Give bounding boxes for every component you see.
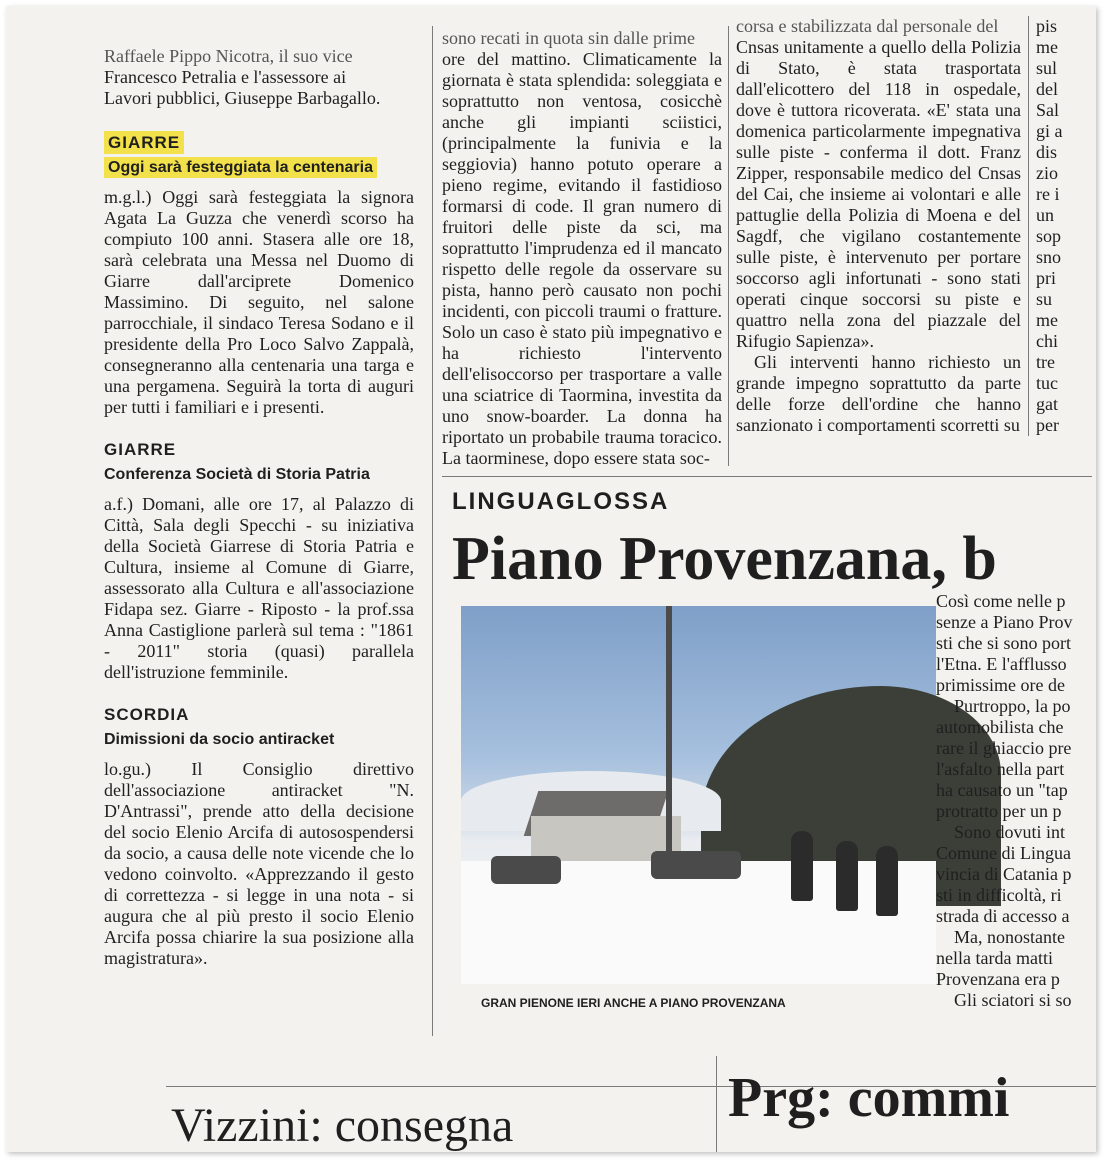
article-body: a.f.) Domani, alle ore 17, al Palazzo di Città, Sala degli Specchi - su iniziativa della Società Giarrese di Storia Patria e Cultura, insieme al Comune di Giarre, assessorato alla Cultura e all'associazione Fidapa sez. Giarre - Riposto - la prof.ssa Anna Castiglione parlerà sul tema : "1861 - 2011" storia (quasi) parallela dell'istruzione femminile. [104,494,414,682]
article-title: Oggi sarà festeggiata la centenaria [104,157,377,178]
main-kicker: LINGUAGLOSSA [452,488,670,515]
side-line: Ma, nonostante [954,927,1065,947]
side-line: nella tarda matti [936,948,1053,968]
main-side-column [936,591,1096,1010]
photo-person [876,846,898,916]
photo-person [836,841,858,911]
side-line: rare il ghiaccio pre [936,738,1072,758]
side-line: Gli sciatori si so [954,990,1072,1010]
cut-line: per [1036,415,1059,435]
article-centenaria [104,133,414,418]
main-headline: Piano Provenzanа, b [452,525,997,593]
carryover-line: Francesco Petralia e l'assessore ai [104,67,347,87]
cut-line: chi [1036,331,1058,351]
carryover-text [104,46,414,109]
article-title: Conferenza Società di Storia Patria [104,466,370,483]
side-line: Purtroppo, la po [954,696,1071,716]
cut-line: gi a [1036,121,1063,141]
side-line: protratto per un p [936,801,1062,821]
photo-car [651,851,741,879]
article-kicker: GIARRE [104,131,184,154]
side-line: primissime ore de [936,675,1065,695]
photo-car [491,856,561,884]
article-conferenza [104,440,414,683]
carryover-line: Lavori pubblici, Giuseppe Barbagallo. [104,88,381,108]
cut-line: re i [1036,184,1060,204]
side-line: automobilista che [936,717,1064,737]
cut-line: su [1036,289,1053,309]
side-line: vincia di Catania p [936,864,1072,884]
side-line: Sono dovuti int [954,822,1066,842]
cut-line: tre [1036,352,1055,372]
cut-line: me [1036,37,1058,57]
cut-line: del [1036,79,1058,99]
bottom-column-divider [716,1056,717,1152]
column-divider [1028,16,1029,436]
cut-line: tuc [1036,373,1058,393]
photo-caption: GRAN PIENONE IERI ANCHE A PIANO PROVENZANA [481,996,786,1010]
article-kicker: GIARRE [104,440,177,459]
article-body: Cnsas unitamente a quello della Polizia di Stato, è stata trasportata dall'elicottero del 118 in ospedale, dove è tuttora ricoverata. «E' stata una domenica particolarmente impegnativa sulle piste - conferma il dott. Franz Zipper, responsabile medico del Cnsas del Cai, che insieme ai volontari e alle pattuglie della Polizia di Moena e del Sagdf, che vigilano costantemente sulle piste, è intervenuto per portare soccorso agli infortunati - sono stati operati cinque soccorsi su piste e quattro nella zona del piazzale del Rifugio Sapienza». [736,37,1021,351]
side-line: strada di accesso a [936,906,1070,926]
news-photo [461,606,936,984]
side-line: sti in difficoltà, ri [936,885,1062,905]
article-kicker: SCORDIA [104,705,190,724]
side-line: Comune di Lingua [936,843,1071,863]
article-body: lo.gu.) Il Consiglio direttivo dell'associazione antiracket "N. D'Antrassi", prende atto della decisione del socio Elenio Arcifa di autosospendersi da socio, a causa delle note vicende che lo vedono coinvolto. «Apprezzando il gesto di correttezza - si legge in una nota - si augura che al più presto il socio Elenio Arcifa possa chiarire la sua posizione alla magistratura». [104,759,414,968]
cut-line: sno [1036,247,1062,267]
side-line: l'Etna. E l'afflusso [936,654,1067,674]
side-line: Provenzana era p [936,969,1060,989]
photo-person [791,831,813,901]
side-line: Così come nelle p [936,591,1066,611]
newspaper-page [6,6,1096,1152]
cut-line: me [1036,310,1058,330]
side-line: ha causato un "tap [936,780,1068,800]
article-title: Dimissioni da socio antiracket [104,731,335,748]
column-divider [728,26,729,466]
cut-line: gat [1036,394,1058,414]
cut-column [1036,16,1076,436]
side-lines [936,591,1096,1011]
carryover-line: corsa e stabilizzata dal personale del [736,16,999,36]
bottom-headline-right: Prg: commi [728,1067,1010,1129]
side-line: l'asfalto nella part [936,759,1065,779]
column-divider [432,26,433,1036]
bottom-headline-left: Vizzini: consegna [171,1099,514,1152]
article-body: Gli interventi hanno richiesto un grande impegno soprattutto da parte delle forze dell'ordine che hanno sanzionato i comportamenti scorretti su [736,352,1021,435]
cut-column-lines [1036,16,1076,436]
cut-line: pis [1036,16,1058,36]
article-body: ore del mattino. Climaticamente la giornata è stata splendida: soleggiata e soprattutto non ventosa, cosicchè anche gli impianti sciistici, (principalmente la funivia e la seggiovia) hanno potuto operare a pieno regime, evitando il fastidioso formarsi di code. Il gran numero di fruitori delle piste da sci, ma soprattutto l'imprudenza ed il mancato rispetto delle regole da osservare su pista, hanno però causato non pochi incidenti, con piccoli traumi o fratture. Solo un caso è stato più impegnativo e ha richiesto l'intervento dell'elisoccorso per trasportare a valle una sciatrice di Taormina, investita da uno snow-boarder. La donna ha riportato un probabile trauma toracico. La taorminese, dopo essere stata soc- [442,49,722,468]
section-divider [442,476,1092,477]
side-line: sti che si sono port [936,633,1071,653]
carryover-line: Raffaele Pippo Nicotra, il suo vice [104,46,353,66]
article-antiracket [104,705,414,969]
cut-line: pri [1036,268,1056,288]
article-body: m.g.l.) Oggi sarà festeggiata la signora Agata La Guzza che venerdì scorso ha compiuto 100 anni. Stasera alle ore 18, sarà celebrata una Messa nel Duomo di Giarre dall'arciprete Domenico Massimino. Di seguito, nel salone parrocchiale, il sindaco Teresa Sodano e il presidente della Pro Loco Salvo Zappalà, consegneranno alla centenaria una targa e una pergamena. Seguirà la torta di auguri per tutti i familiari e i presenti. [104,187,414,417]
cut-line: sop [1036,226,1062,246]
cut-line: un [1036,205,1054,225]
cut-line: sul [1036,58,1058,78]
cut-line: zio [1036,163,1058,183]
side-line: senze a Piano Prov [936,612,1073,632]
cut-line: dis [1036,142,1058,162]
right-column [736,16,1021,436]
cut-line: Sal [1036,100,1060,120]
carryover-line: sono recati in quota sin dalle prime [442,28,695,48]
left-column [104,46,414,1066]
middle-column [442,28,722,468]
